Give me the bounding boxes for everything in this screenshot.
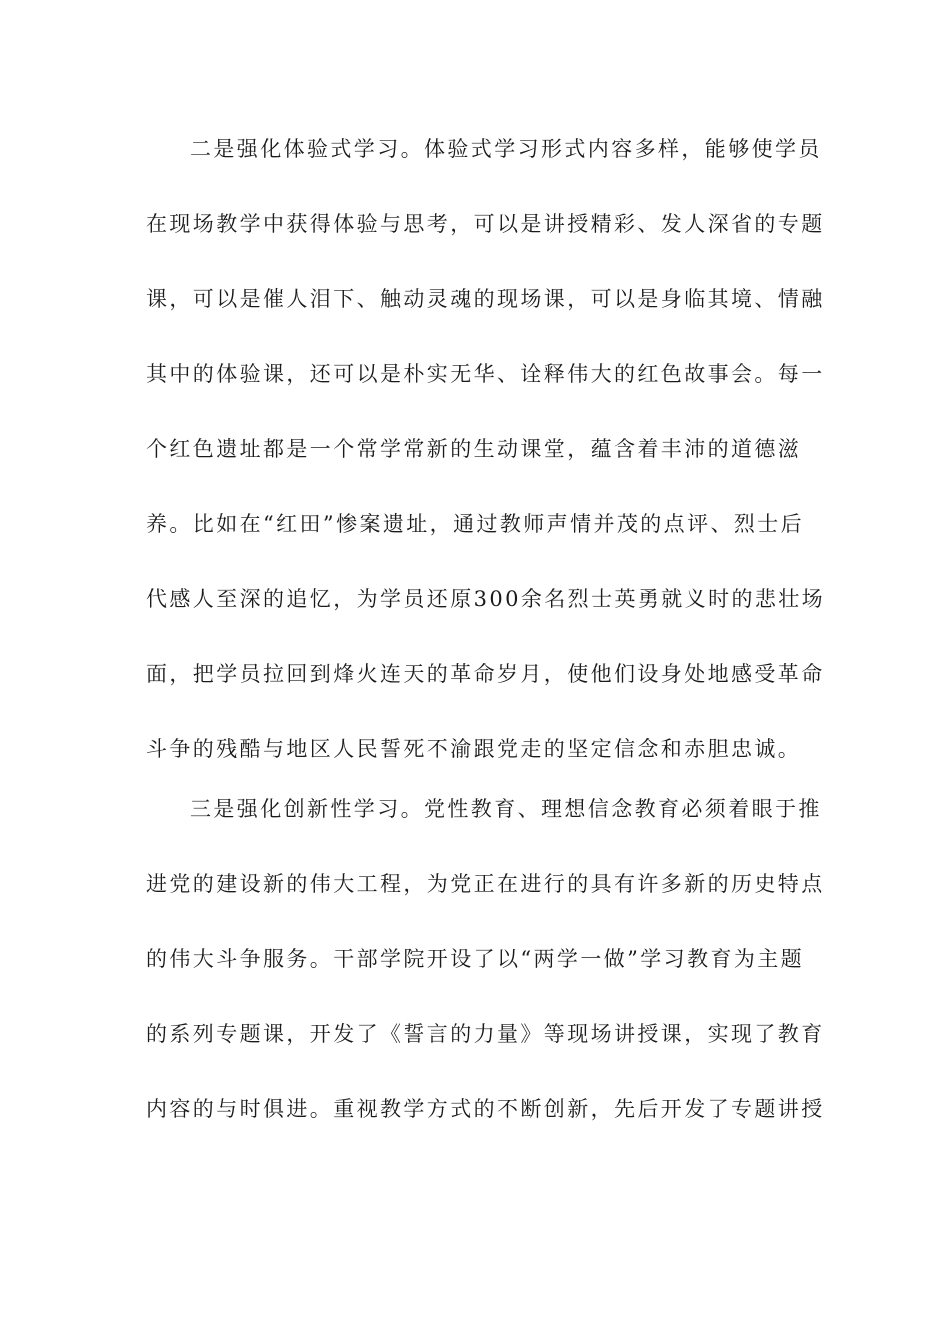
paragraph-line: 三是强化创新性学习。党性教育、理想信念教育必须着眼于推 [190, 797, 822, 821]
paragraph-line: 面，把学员拉回到烽火连天的革命岁月，使他们设身处地感受革命 [146, 662, 825, 686]
paragraph-line: 其中的体验课，还可以是朴实无华、诠释伟大的红色故事会。每一 [146, 362, 825, 386]
paragraph-line: 课，可以是催人泪下、触动灵魂的现场课，可以是身临其境、情融 [146, 287, 825, 311]
paragraph-line: 斗争的残酷与地区人民誓死不渝跟党走的坚定信念和赤胆忠诚。 [146, 737, 802, 761]
paragraph-line: 养。比如在“红田”惨案遗址，通过教师声情并茂的点评、烈士后 [146, 512, 805, 536]
paragraph-line: 个红色遗址都是一个常学常新的生动课堂，蕴含着丰沛的道德滋 [146, 437, 802, 461]
paragraph-line: 在现场教学中获得体验与思考，可以是讲授精彩、发人深省的专题 [146, 212, 825, 236]
paragraph-line: 的伟大斗争服务。干部学院开设了以“两学一做”学习教育为主题 [146, 947, 805, 971]
paragraph-line: 二是强化体验式学习。体验式学习形式内容多样，能够使学员 [190, 137, 822, 161]
paragraph-line: 代感人至深的追忆，为学员还原300余名烈士英勇就义时的悲壮场 [146, 587, 826, 611]
paragraph-line: 进党的建设新的伟大工程，为党正在进行的具有许多新的历史特点 [146, 872, 825, 896]
paragraph-line: 内容的与时俱进。重视教学方式的不断创新，先后开发了专题讲授 [146, 1097, 825, 1121]
paragraph-line: 的系列专题课，开发了《誓言的力量》等现场讲授课，实现了教育 [146, 1022, 825, 1046]
